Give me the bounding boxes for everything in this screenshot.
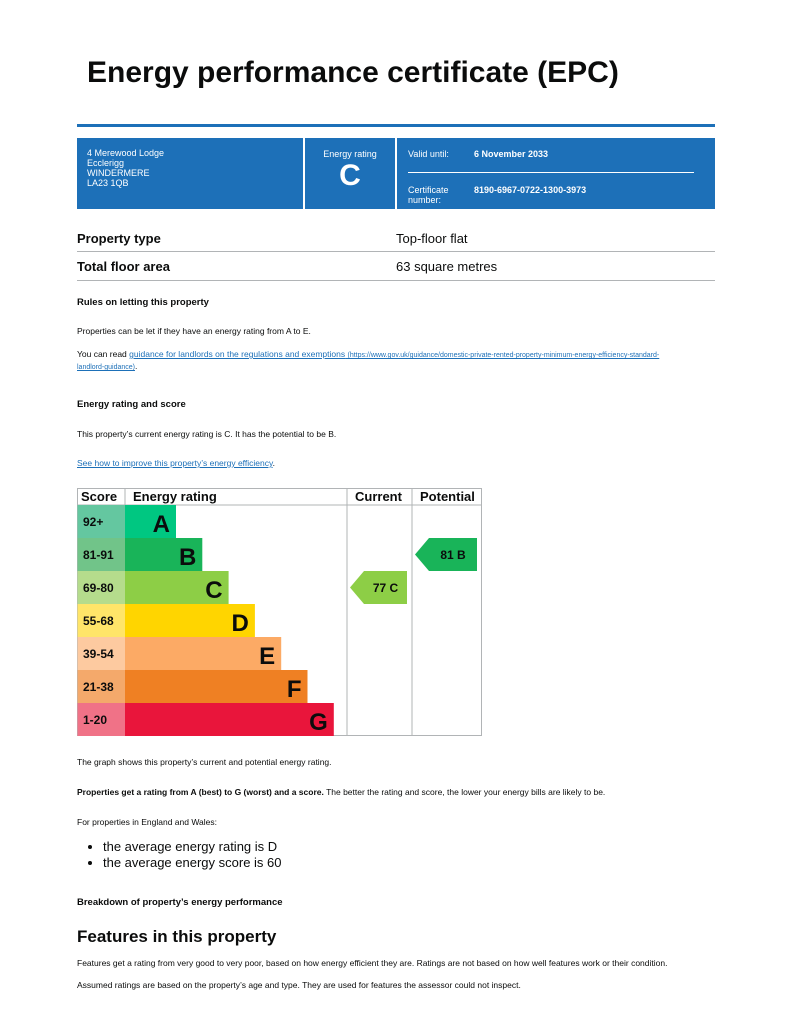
rating-letter: C <box>205 577 223 604</box>
rating-explanation <box>77 787 605 797</box>
property-type-label: Property type <box>77 231 161 246</box>
rating-bar <box>125 703 334 736</box>
letting-heading: Rules on letting this property <box>77 297 209 308</box>
energy-rating-label: Energy rating <box>323 149 377 159</box>
address-line: Ecclerigg <box>87 158 125 168</box>
score-label: 69-80 <box>83 581 114 595</box>
rating-explanation-bold: Properties get a rating from A (best) to G (worst) and a score. <box>77 787 324 797</box>
property-type-value: Top-floor flat <box>396 231 468 246</box>
improve-suffix: . <box>272 458 275 468</box>
rating-letter: A <box>152 511 170 538</box>
energy-rating-graph <box>77 488 482 736</box>
row-divider <box>77 251 715 252</box>
address-line: WINDERMERE <box>87 168 150 178</box>
rating-letter: B <box>178 544 197 571</box>
rating-explanation-rest: The better the rating and score, the lower your energy bills are likely to be. <box>323 787 606 797</box>
floor-area-value: 63 square metres <box>396 259 498 274</box>
address-line: 4 Merewood Lodge <box>87 148 165 158</box>
rating-bar <box>125 670 308 703</box>
guidance-prefix: You can read <box>77 349 130 359</box>
score-label: 81-91 <box>83 548 114 562</box>
valid-until-label: Valid until: <box>408 149 449 159</box>
breakdown-heading: Breakdown of property’s energy performance <box>77 897 283 908</box>
rating-heading: Energy rating and score <box>77 399 186 410</box>
guidance-link-text[interactable]: guidance for landlords on the regulations and exemptions <box>129 349 346 359</box>
list-item: • the average energy score is 60 <box>103 855 282 871</box>
rating-letter: F <box>286 676 302 703</box>
england-wales-text: For properties in England and Wales: <box>77 817 218 827</box>
rating-bar <box>125 637 281 670</box>
potential-rating-label: 81 B <box>440 548 466 562</box>
valid-until-value: 6 November 2033 <box>474 149 549 159</box>
features-text: Features get a rating from very good to very poor, based on how energy efficient they are. Ratings are not based on how well features work or their condition. <box>77 958 668 968</box>
column-header: Current <box>355 489 402 504</box>
column-header: Score <box>81 489 118 504</box>
column-header: Energy rating <box>133 489 217 504</box>
score-label: 92+ <box>83 515 104 529</box>
improve-link[interactable]: See how to improve this property’s energy efficiency <box>77 458 273 468</box>
current-rating-label: 77 C <box>372 581 399 595</box>
guidance-suffix: . <box>134 361 138 371</box>
guidance-link[interactable] <box>77 349 659 371</box>
panel-divider <box>395 138 397 209</box>
column-header: Potential <box>420 489 475 504</box>
score-label: 55-68 <box>83 614 114 628</box>
title-divider <box>77 124 715 127</box>
summary-panel <box>77 138 715 209</box>
graph-text: The graph shows this property’s current and potential energy rating. <box>77 757 332 767</box>
letting-text: Properties can be let if they have an energy rating from A to E. <box>77 326 311 336</box>
page-title: Energy performance certificate (EPC) <box>87 56 619 89</box>
guidance-paragraph <box>77 349 717 373</box>
rating-letter: D <box>231 610 249 637</box>
list-item: • the average energy rating is D <box>103 839 282 855</box>
features-heading: Features in this property <box>77 927 277 946</box>
score-label: 1-20 <box>83 713 108 727</box>
average-list <box>77 839 282 870</box>
score-label: 21-38 <box>83 680 114 694</box>
address <box>87 148 164 188</box>
energy-rating-value: C <box>339 159 361 192</box>
guidance-link-url[interactable]: (https://www.gov.uk/guidance/domestic-private-rented-property-minimum-energy-efficiency-standard- <box>347 352 660 359</box>
score-label: 39-54 <box>83 647 114 661</box>
floor-area-label: Total floor area <box>77 259 170 274</box>
rating-text: This property’s current energy rating is C. It has the potential to be B. <box>77 429 337 439</box>
row-divider <box>77 280 715 281</box>
certificate-number-label: Certificate number: <box>408 185 449 205</box>
improve-paragraph <box>77 458 275 468</box>
assumed-text: Assumed ratings are based on the property’s age and type. They are used for features the assessor could not inspect. <box>77 980 521 990</box>
panel-separator <box>408 172 694 173</box>
rating-letter: E <box>259 643 276 670</box>
address-line: LA23 1QB <box>87 178 129 188</box>
rating-letter: G <box>309 709 328 736</box>
certificate-number-value: 8190-6967-0722-1300-3973 <box>474 185 587 195</box>
energy-rating-chart <box>77 488 482 736</box>
guidance-link-url[interactable]: landlord-guidance) <box>77 364 135 371</box>
